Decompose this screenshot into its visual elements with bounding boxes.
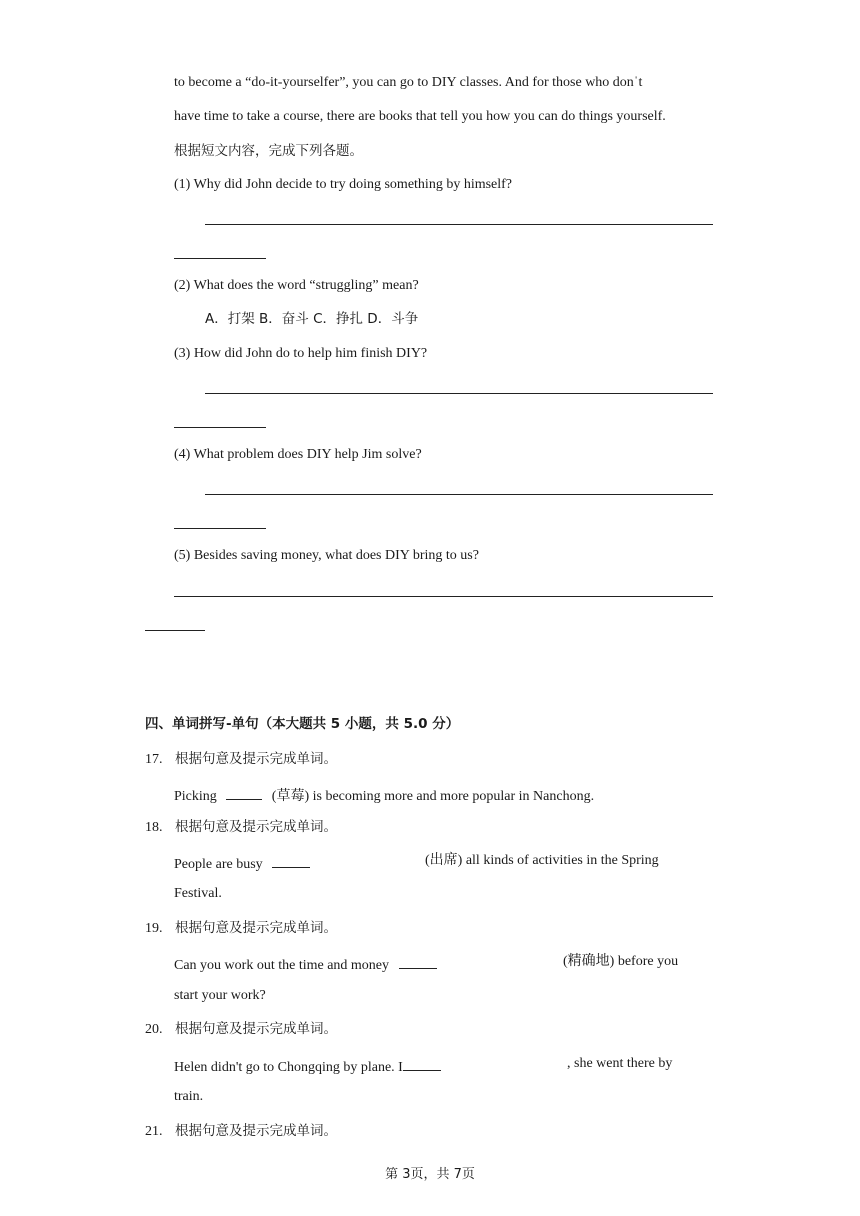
answer-line-4b[interactable] (174, 528, 266, 529)
sentence-end: (草莓) is becoming more and more popular in Nanchong. (271, 789, 595, 804)
question-4: (4) What problem does DIY help Jim solve? (174, 447, 422, 462)
sentence-start: People are busy (174, 857, 263, 872)
item-19-sentence (174, 953, 439, 975)
answer-line-3b[interactable] (174, 427, 266, 428)
sentence-start: Can you work out the time and money (174, 958, 390, 973)
question-5: (5) Besides saving money, what does DIY bring to us? (174, 548, 479, 563)
item-19-hint: (精确地) before you (563, 954, 679, 969)
item-instruction: 根据句意及提示完成单词。 (175, 819, 337, 835)
item-20-hint: , she went there by (567, 1056, 673, 1071)
item-17-prompt (145, 750, 337, 769)
answer-blank[interactable] (226, 784, 262, 800)
item-18-sentence (174, 852, 312, 874)
item-19-continuation: start your work? (174, 988, 266, 1003)
page-footer: 第 3页，共 7页 (385, 1167, 475, 1182)
answer-line-3a[interactable] (205, 393, 713, 394)
question-3: (3) How did John do to help him finish DIY? (174, 346, 428, 361)
item-21-prompt (145, 1122, 337, 1141)
question-1: (1) Why did John decide to try doing something by himself? (174, 177, 513, 192)
question-2-options: A．打架 B．奋斗 C．挣扎 D．斗争 (205, 311, 419, 327)
item-instruction: 根据句意及提示完成单词。 (175, 920, 337, 936)
answer-line-1b[interactable] (174, 258, 266, 259)
item-number: 18. (145, 820, 163, 835)
item-instruction: 根据句意及提示完成单词。 (175, 751, 337, 767)
answer-line-4a[interactable] (205, 494, 713, 495)
passage-line-2: have time to take a course, there are books that tell you how you can do things yourself. (174, 109, 666, 124)
answer-blank[interactable] (272, 852, 310, 868)
item-number: 20. (145, 1022, 163, 1037)
section-title: 四、单词拼写-单句（本大题共 5 小题，共 5.0 分） (145, 716, 460, 732)
answer-line-1a[interactable] (205, 224, 713, 225)
item-19-prompt (145, 919, 337, 938)
answer-line-5b[interactable] (145, 630, 205, 631)
item-number: 19. (145, 921, 163, 936)
item-number: 17. (145, 752, 163, 767)
item-17-sentence (174, 784, 594, 806)
item-20-continuation: train. (174, 1089, 204, 1104)
sentence-start: Picking (174, 789, 217, 804)
answer-blank[interactable] (403, 1055, 441, 1071)
item-18-prompt (145, 818, 337, 837)
sentence-start: Helen didn't go to Chongqing by plane. I (174, 1060, 403, 1075)
passage-instruction: 根据短文内容，完成下列各题。 (174, 143, 363, 159)
item-18-hint: (出席) all kinds of activities in the Spring (425, 853, 659, 868)
item-number: 21. (145, 1124, 163, 1139)
answer-line-5a[interactable] (174, 596, 713, 597)
item-instruction: 根据句意及提示完成单词。 (175, 1123, 337, 1139)
answer-blank[interactable] (399, 953, 437, 969)
item-18-continuation: Festival. (174, 886, 222, 901)
item-instruction: 根据句意及提示完成单词。 (175, 1021, 337, 1037)
item-20-prompt (145, 1020, 337, 1039)
question-2: (2) What does the word “struggling” mean? (174, 278, 419, 293)
passage-line-1: to become a “do-it-yourselfer”, you can go to DIY classes. And for those who donˈt (174, 75, 643, 90)
item-20-sentence (174, 1055, 443, 1077)
